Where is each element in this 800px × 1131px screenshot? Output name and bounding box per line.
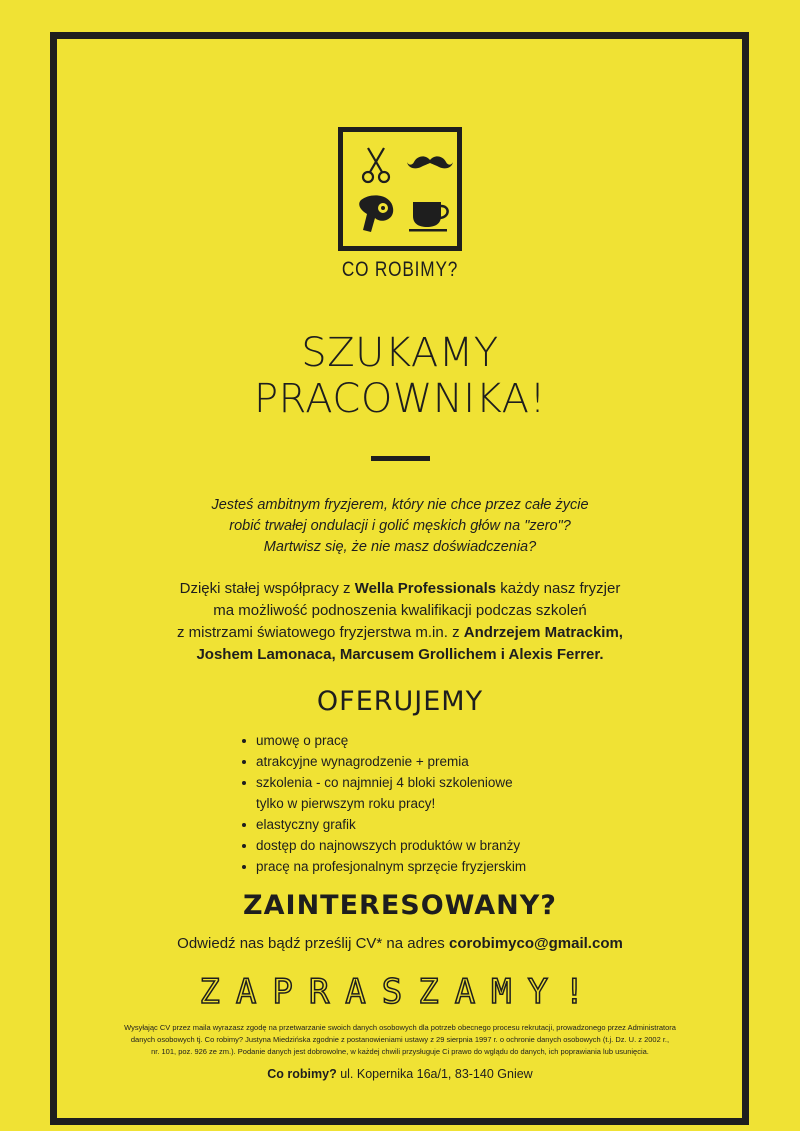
trainer-names: Joshem Lamonaca, Marcusem Grollichem i Alexis Ferrer. xyxy=(196,646,604,663)
para-text: z mistrzami światowego fryzjerstwa m.in. z xyxy=(177,624,464,641)
para-line-3 xyxy=(90,622,710,644)
legal-notice xyxy=(70,1022,730,1058)
logo-text: CO ROBIMY? xyxy=(341,258,459,281)
title-line-1: SZUKAMY xyxy=(301,330,499,376)
contact-line xyxy=(100,935,700,952)
intro-line-1: Jesteś ambitnym fryzjerem, który nie chce przez całe życie xyxy=(211,497,589,513)
address xyxy=(150,1067,650,1081)
para-line-1 xyxy=(90,578,710,600)
intro-line-3: Martwisz się, że nie masz doświadczenia? xyxy=(263,539,537,555)
offer-heading: OFERUJEMY xyxy=(316,686,484,717)
list-item xyxy=(238,772,638,814)
legal-line-3: nr. 101, poz. 926 ze zm.). Podanie danych jest dobrowolne, w każdej chwili przysługuje Ci prawo do wglądu do danych, ich poprawiania lub usunięcia. xyxy=(151,1047,649,1056)
training-paragraph xyxy=(90,578,710,666)
street-address: ul. Kopernika 16a/1, 83-140 Gniew xyxy=(336,1067,533,1081)
interest-heading: ZAINTERESOWANY? xyxy=(243,890,557,921)
business-name: Co robimy? xyxy=(267,1067,337,1081)
email-link[interactable]: corobimyco@gmail.com xyxy=(448,935,623,952)
coffee-cup-icon xyxy=(409,200,453,232)
divider xyxy=(371,456,430,461)
para-line-2: ma możliwość podnoszenia kwalifikacji podczas szkoleń xyxy=(213,602,587,619)
page-title xyxy=(150,330,650,422)
para-text: Dzięki stałej współpracy z xyxy=(179,580,355,597)
mustache-icon xyxy=(407,154,453,170)
para-line-4 xyxy=(90,644,710,666)
list-item-continuation: tylko w pierwszym roku pracy! xyxy=(256,796,436,811)
intro-text xyxy=(100,495,700,558)
scissors-icon xyxy=(359,146,393,186)
hair-dryer-icon xyxy=(357,192,399,234)
legal-line-1: Wysyłając CV przez maila wyrazasz zgodę na przetwarzanie swoich danych osobowych dla potrzeb obecnego procesu rekrutacji, prowadzonego przez Administratora xyxy=(124,1023,676,1032)
offer-list xyxy=(238,730,638,877)
list-item: umowę o pracę xyxy=(238,730,638,751)
trainer-names: Andrzejem Matrackim, xyxy=(463,624,623,641)
invite-dotted-text: ZAPRASZAMY! xyxy=(190,972,610,1012)
para-text: każdy nasz fryzjer xyxy=(496,580,621,597)
list-item: atrakcyjne wynagrodzenie + premia xyxy=(238,751,638,772)
logo xyxy=(338,127,462,251)
list-item: pracę na profesjonalnym sprzęcie fryzjerskim xyxy=(238,856,638,877)
legal-line-2: danych osobowych tj. Co robimy? Justyna Miedzińska zgodnie z postanowieniami ustawy z 29 sierpnia 1997 r. o ochronie danych osobowych (t.j. Dz. U. z 2002 r., xyxy=(130,1035,670,1044)
list-item-text: szkolenia - co najmniej 4 bloki szkoleniowe xyxy=(256,775,513,790)
list-item: elastyczny grafik xyxy=(238,814,638,835)
title-line-2: PRACOWNIKA! xyxy=(253,376,547,422)
intro-line-2: robić trwałej ondulacji i golić męskich głów na "zero"? xyxy=(229,518,571,534)
wella-brand: Wella Professionals xyxy=(354,580,497,597)
list-item: dostęp do najnowszych produktów w branży xyxy=(238,835,638,856)
contact-text: Odwiedź nas bądź prześlij CV* na adres xyxy=(177,935,449,952)
